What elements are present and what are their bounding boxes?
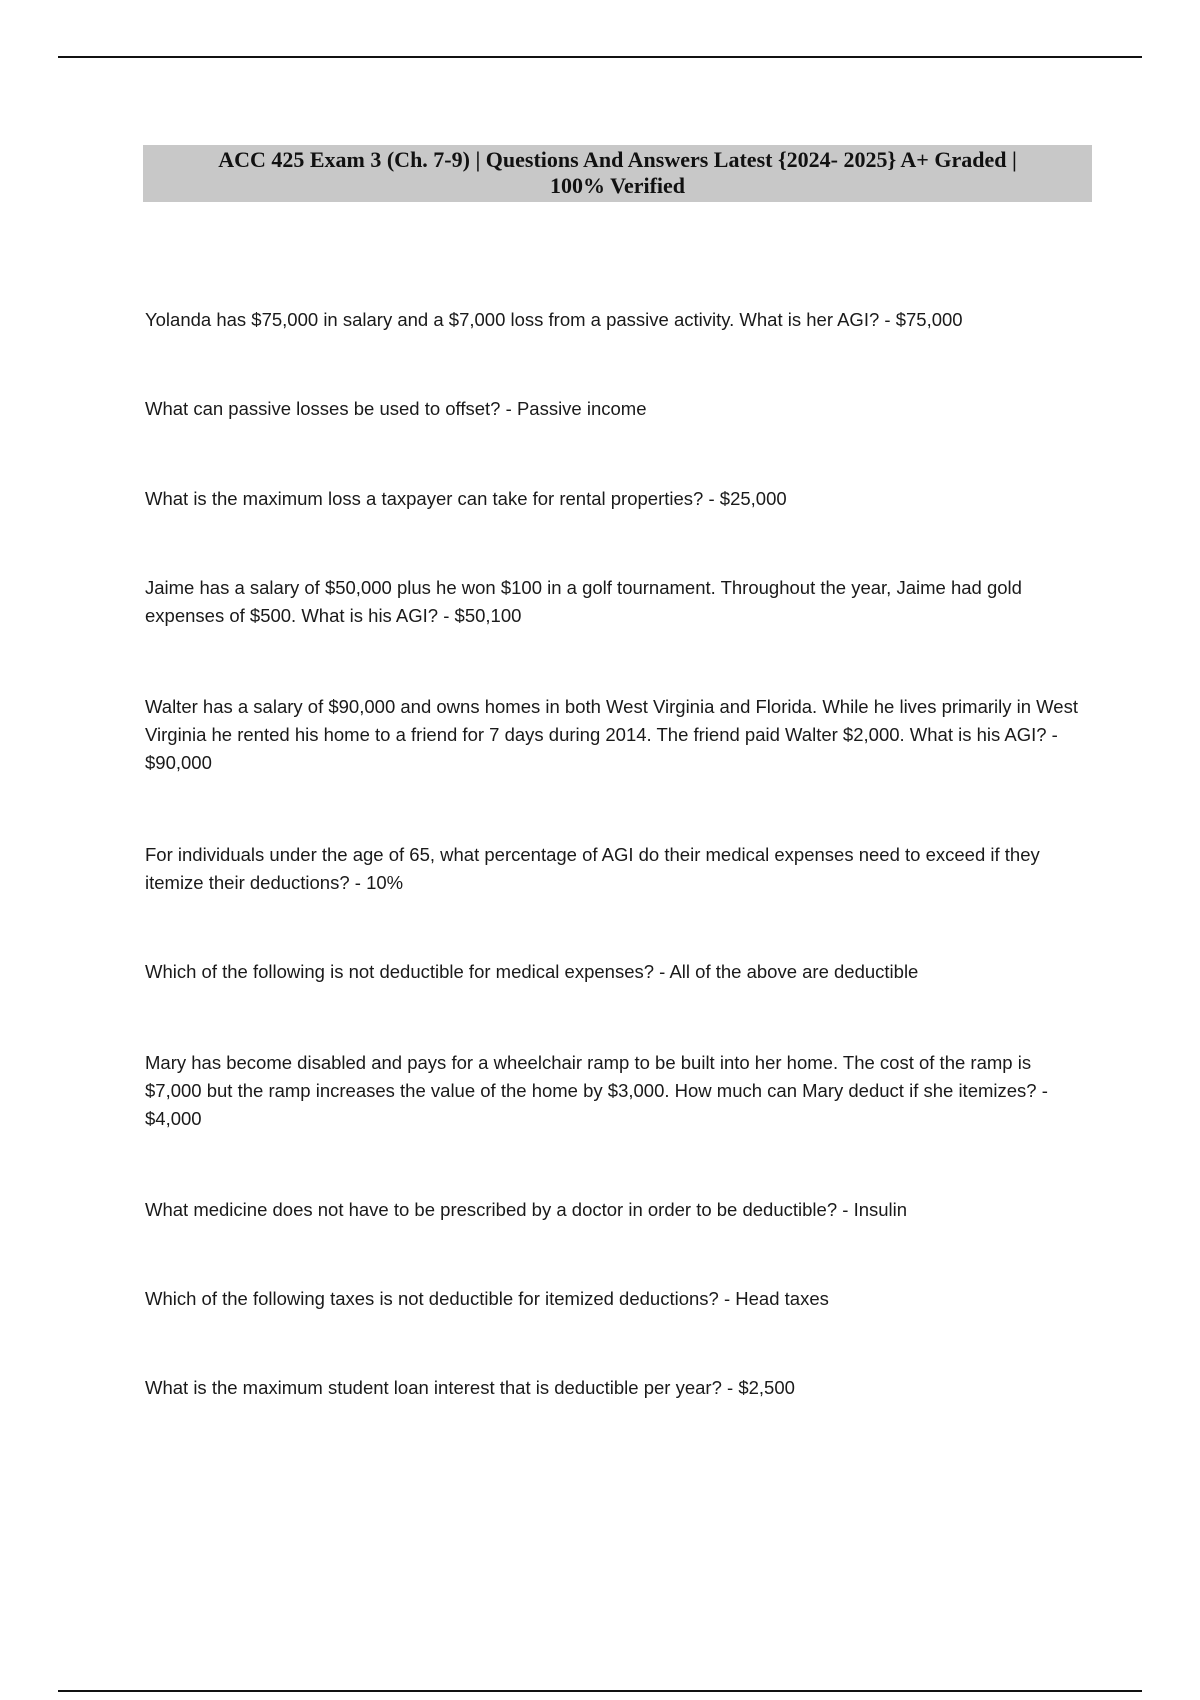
qa-separator: - [1036, 1080, 1048, 1101]
question-text: Which of the following taxes is not deductible for itemized deductions? [145, 1288, 719, 1309]
qa-separator: - [837, 1199, 854, 1220]
question-text: Yolanda has $75,000 in salary and a $7,000 loss from a passive activity. What is her AGI? [145, 309, 880, 330]
qa-item-4 [145, 574, 1085, 630]
qa-item-5 [145, 693, 1085, 777]
document-title-line-2: 100% Verified [549, 173, 686, 198]
qa-item-2 [145, 395, 1085, 423]
qa-item-11 [145, 1374, 1085, 1402]
answer-text: Insulin [853, 1199, 908, 1220]
qa-separator: - [500, 398, 517, 419]
document-title-line-1: ACC 425 Exam 3 (Ch. 7-9) | Questions And Answers Latest {2024- 2025} A+ Graded | [218, 147, 1017, 172]
qa-item-6 [145, 841, 1085, 897]
qa-item-7 [145, 958, 1085, 986]
question-text: Mary has become disabled and pays for a wheelchair ramp to be built into her home. The cost of the ramp is $7,000 but the ramp increases the value of the home by $3,000. How much can Mary deduct if she itemizes? [145, 1052, 1037, 1101]
answer-text: Passive income [516, 398, 647, 419]
qa-separator: - [703, 488, 720, 509]
answer-text: $2,500 [738, 1377, 795, 1398]
answer-text: $75,000 [895, 309, 963, 330]
qa-item-10 [145, 1285, 1085, 1313]
qa-separator: - [349, 872, 367, 893]
answer-text: All of the above are deductible [669, 961, 919, 982]
question-text: Jaime has a salary of $50,000 plus he won $100 in a golf tournament. Throughout the year, Jaime had gold expenses of $500. What is his AGI? [145, 577, 1022, 626]
question-text: What medicine does not have to be prescribed by a doctor in order to be deductible? [145, 1199, 838, 1220]
answer-text: $4,000 [145, 1108, 202, 1129]
question-text: For individuals under the age of 65, what percentage of AGI do their medical expenses need to exceed if they itemize their deductions? [145, 844, 1040, 893]
answer-text: $25,000 [719, 488, 787, 509]
qa-separator: - [718, 1288, 736, 1309]
qa-separator: - [654, 961, 670, 982]
qa-item-1 [145, 306, 1085, 334]
qa-item-8 [145, 1049, 1085, 1133]
question-text: What is the maximum student loan interest that is deductible per year? [145, 1377, 722, 1398]
qa-item-9 [145, 1196, 1085, 1224]
bottom-rule [58, 1690, 1142, 1692]
qa-separator: - [1046, 724, 1058, 745]
question-text: What can passive losses be used to offset? [145, 398, 501, 419]
question-text: Walter has a salary of $90,000 and owns homes in both West Virginia and Florida. While he lives primarily in West Virginia he rented his home to a friend for 7 days during 2014. The friend paid Walter $2,000. What is his AGI? [145, 696, 1078, 745]
question-text: Which of the following is not deductible for medical expenses? [145, 961, 655, 982]
title-banner [143, 145, 1092, 202]
top-rule [58, 56, 1142, 58]
qa-item-3 [145, 485, 1085, 513]
question-text: What is the maximum loss a taxpayer can take for rental properties? [145, 488, 704, 509]
answer-text: Head taxes [735, 1288, 829, 1309]
answer-text: 10% [366, 872, 404, 893]
answer-text: $90,000 [145, 752, 212, 773]
answer-text: $50,100 [454, 605, 522, 626]
qa-separator: - [438, 605, 455, 626]
qa-separator: - [879, 309, 896, 330]
qa-separator: - [721, 1377, 739, 1398]
